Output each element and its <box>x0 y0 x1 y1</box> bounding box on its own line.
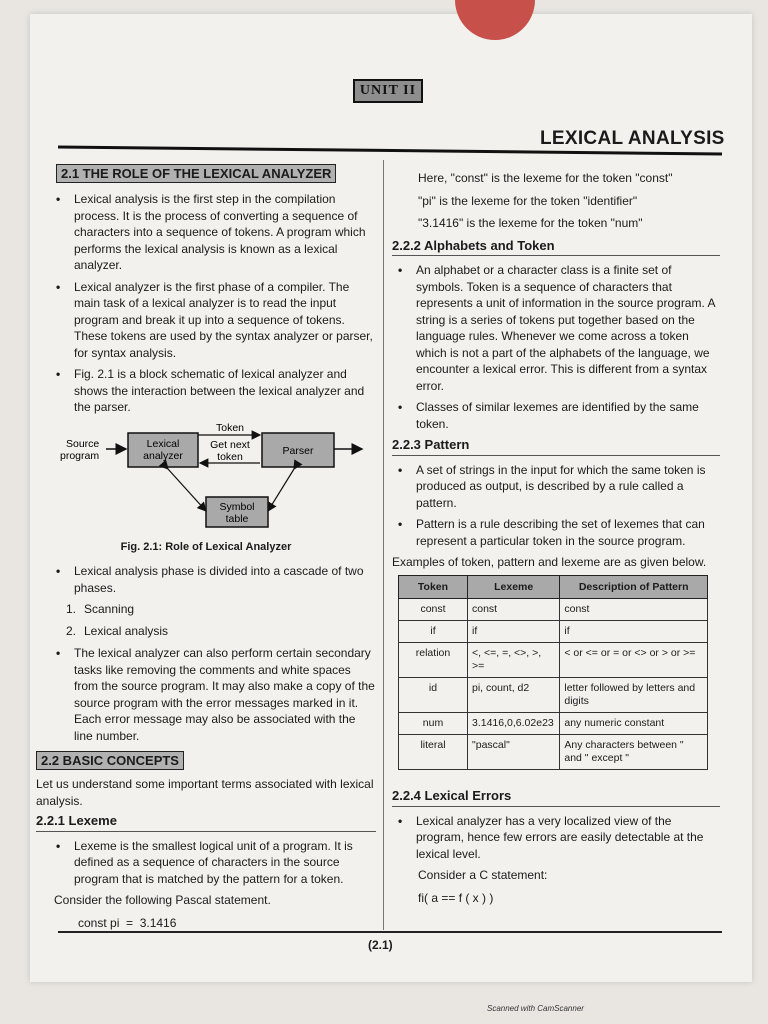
errors-bullets <box>392 813 720 863</box>
list-item: • An alphabet or a character class is a finite set of symbols. Token is a sequence of characters that represents a unit of information in the source program. A string is a series of tokens put together based on the language rules. Whenever we come across a token which is not a part of the alphabets of the language, we encounter a lexical error. This is different from a syntax error. <box>392 262 720 394</box>
chapter-title: LEXICAL ANALYSIS <box>540 128 725 149</box>
lexeme-line: "pi" is the lexeme for the token "identifier" <box>418 193 638 208</box>
phase-bullets <box>36 563 376 596</box>
lexeme-heading: 2.2.1 Lexeme <box>36 813 376 832</box>
table-cell: relation <box>399 643 468 678</box>
scanner-watermark: Scanned with CamScanner <box>487 1004 584 1013</box>
table-cell: if <box>560 621 708 643</box>
list-item: • The lexical analyzer can also perform certain secondary tasks like removing the comments and white spaces from the source program. It may also make a copy of the source program with the error messages marked in it. Each error message may also be associated with the line number. <box>36 645 376 744</box>
table-cell: const <box>468 599 560 621</box>
figure-caption: Fig. 2.1: Role of Lexical Analyzer <box>120 540 292 553</box>
table-cell: Any characters between " and " except " <box>560 735 708 770</box>
page-number: (2.1) <box>368 938 393 952</box>
section-2-2-heading: 2.2 BASIC CONCEPTS <box>36 751 184 770</box>
table-cell: pi, count, d2 <box>468 678 560 713</box>
table-row <box>399 643 708 678</box>
table-row <box>399 678 708 713</box>
table-cell: num <box>399 713 468 735</box>
column-divider <box>383 160 384 930</box>
basic-intro: Let us understand some important terms associated with lexical analysis. <box>36 777 374 808</box>
token-pattern-table <box>398 575 708 771</box>
pattern-heading: 2.2.3 Pattern <box>392 437 720 456</box>
c-example <box>392 867 720 906</box>
analyzer-label: analyzer <box>143 449 183 462</box>
table-row <box>399 621 708 643</box>
pascal-intro: Consider the following Pascal statement. <box>54 893 271 907</box>
table-label: table <box>225 512 249 525</box>
list-item: • Lexical analyzer is the first phase of a compiler. The main task of a lexical analyzer is to read the input program and break it up into a sequence of tokens. These tokens are used by the syntax analyzer or parser, for syntax analysis. <box>36 279 376 362</box>
table-cell: letter followed by letters and digits <box>560 678 708 713</box>
list-item: 2. Lexical analysis <box>66 623 169 638</box>
secondary-bullets <box>36 645 376 744</box>
table-cell: const <box>560 599 708 621</box>
list-item: • Lexical analyzer has a very localized view of the program, hence few errors are easily detectable at the lexical level. <box>392 813 720 863</box>
table-cell: if <box>399 621 468 643</box>
table-cell: if <box>468 621 560 643</box>
c-code: fi( a == f ( x ) ) <box>418 890 494 905</box>
list-item: • Fig. 2.1 is a block schematic of lexical analyzer and shows the interaction between the lexical analyzer and the parser. <box>36 366 376 416</box>
list-item: • Pattern is a rule describing the set of lexemes that can represent a particular token in the source program. <box>392 516 720 549</box>
footer-rule <box>58 931 722 933</box>
table-header-row <box>399 575 708 599</box>
right-column <box>392 170 720 912</box>
column-header: Description of Pattern <box>560 575 708 599</box>
block-diagram <box>36 421 376 537</box>
parser-label: Parser <box>282 444 314 457</box>
lexer-symtab-link <box>168 469 206 511</box>
column-header: Token <box>399 575 468 599</box>
table-row <box>399 599 708 621</box>
source-label: Source <box>66 437 100 450</box>
table-row <box>399 735 708 770</box>
column-header: Lexeme <box>468 575 560 599</box>
left-column <box>36 164 376 934</box>
token-label: Token <box>215 421 245 434</box>
alphabets-heading: 2.2.2 Alphabets and Token <box>392 238 720 257</box>
list-item: • Lexical analysis is the first step in the compilation process. It is the process of converting a sequence of characters into a sequence of tokens. A program which performs the lexical analysis is known as a lexical analyzer. <box>36 191 376 274</box>
get-next-token-label: token <box>217 450 243 463</box>
table-cell: id <box>399 678 468 713</box>
table-cell: 3.1416,0,6.02e23 <box>468 713 560 735</box>
list-item: 1. Scanning <box>66 602 135 616</box>
unit-label: UNIT II <box>353 79 423 103</box>
lexeme-line: "3.1416" is the lexeme for the token "num" <box>418 216 643 230</box>
list-item: • Classes of similar lexemes are identified by the same token. <box>392 399 720 432</box>
list-item: • Lexical analysis phase is divided into a cascade of two phases. <box>36 563 376 596</box>
lexeme-examples <box>392 170 720 232</box>
table-row <box>399 713 708 735</box>
table-cell: < or <= or = or <> or > or >= <box>560 643 708 678</box>
pascal-code: const pi = 3.1416 <box>78 915 177 930</box>
lexical-analyzer-figure <box>36 421 376 537</box>
program-label: program <box>60 449 100 462</box>
parser-symtab-link <box>268 469 294 511</box>
table-cell: "pascal" <box>468 735 560 770</box>
table-intro: Examples of token, pattern and lexeme are as given below. <box>392 555 707 569</box>
pattern-bullets <box>392 462 720 550</box>
symbol-label: Symbol <box>219 500 255 513</box>
get-next-label: Get next <box>210 438 250 451</box>
table-cell: const <box>399 599 468 621</box>
table-cell: literal <box>399 735 468 770</box>
role-bullets <box>36 191 376 416</box>
c-intro: Consider a C statement: <box>418 868 548 882</box>
lexeme-line: Here, "const" is the lexeme for the token "const" <box>418 171 673 185</box>
phase-list <box>66 601 376 639</box>
section-2-1-heading: 2.1 THE ROLE OF THE LEXICAL ANALYZER <box>56 164 336 183</box>
table-cell: any numeric constant <box>560 713 708 735</box>
lexical-label: Lexical <box>146 437 180 450</box>
alphabets-bullets <box>392 262 720 432</box>
lexical-errors-heading: 2.2.4 Lexical Errors <box>392 788 720 807</box>
list-item: • Lexeme is the smallest logical unit of a program. It is defined as a sequence of characters in the source program that is matched by the pattern for a token. <box>36 838 376 888</box>
table-cell: <, <=, =, <>, >, >= <box>468 643 560 678</box>
list-item: • A set of strings in the input for which the same token is produced as output, is described by a rule called a pattern. <box>392 462 720 512</box>
lexeme-bullets <box>36 838 376 888</box>
